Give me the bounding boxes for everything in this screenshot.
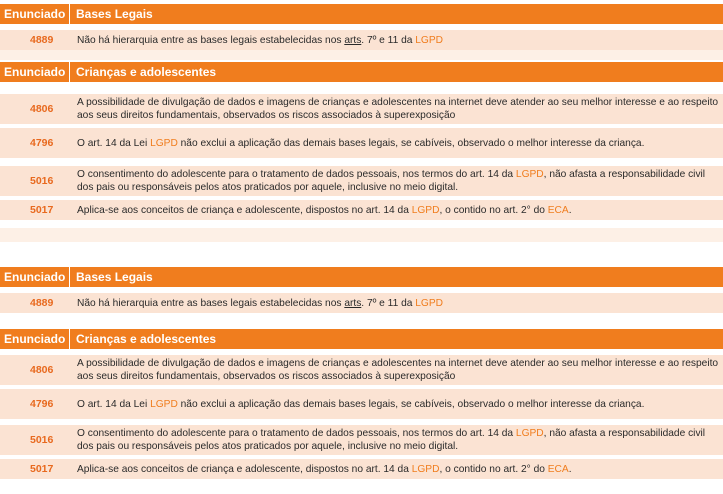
section-title: Crianças e adolescentes: [76, 332, 217, 346]
section-header: [0, 267, 723, 287]
enunciado-code: 4889: [30, 33, 54, 46]
section-bases-legais-top: [0, 4, 723, 50]
enunciado-text: O art. 14 da Lei LGPD não exclui a aplicação das demais bases legais, se cabíveis, observado o melhor interesse da criança.: [77, 137, 645, 149]
table-row: [0, 200, 723, 220]
enunciado-code: 4806: [30, 102, 54, 115]
enunciado-code: 5016: [30, 433, 54, 446]
section-criancas-top: [0, 62, 723, 220]
enunciado-label: Enunciado: [4, 270, 66, 284]
section-title: Bases Legais: [76, 270, 153, 284]
table-row: [0, 94, 723, 124]
table-row: [0, 166, 723, 196]
enunciado-code: 4796: [30, 397, 54, 410]
enunciado-text: A possibilidade de divulgação de dados e imagens de crianças e adolescentes na internet deve atender ao seu melhor interesse e ao respeito aos seus direitos fundamentais, observados os riscos associados à superexposição: [77, 97, 719, 121]
enunciado-text: O art. 14 da Lei LGPD não exclui a aplicação das demais bases legais, se cabíveis, observado o melhor interesse da criança.: [77, 398, 645, 410]
table-row: [0, 355, 723, 385]
section-title: Crianças e adolescentes: [76, 65, 217, 79]
section-bases-legais-bottom: [0, 267, 723, 313]
section-header: [0, 62, 723, 82]
enunciado-label: Enunciado: [4, 332, 66, 346]
enunciado-code: 4806: [30, 363, 54, 376]
enunciado-code: 4796: [30, 136, 54, 149]
enunciado-code: 5016: [30, 174, 54, 187]
section-header: [0, 329, 723, 349]
enunciado-text: Aplica-se aos conceitos de criança e adolescente, dispostos no art. 14 da LGPD, o contido no art. 2° do ECA.: [77, 204, 572, 216]
enunciado-text: A possibilidade de divulgação de dados e imagens de crianças e adolescentes na internet deve atender ao seu melhor interesse e ao respeito aos seus direitos fundamentais, observados os riscos associados à superexposição: [77, 358, 719, 382]
enunciado-code: 5017: [30, 203, 54, 216]
section-title: Bases Legais: [76, 7, 153, 21]
enunciado-text: Aplica-se aos conceitos de criança e adolescente, dispostos no art. 14 da LGPD, o contido no art. 2° do ECA.: [77, 463, 572, 475]
table-row: [0, 459, 723, 479]
section-header: [0, 4, 723, 24]
enunciado-text: Não há hierarquia entre as bases legais estabelecidas nos arts. 7º e 11 da LGPD: [77, 297, 443, 309]
enunciado-code: 4889: [30, 296, 54, 309]
table-row: [0, 293, 723, 313]
table-row: [0, 425, 723, 455]
section-criancas-bottom: [0, 329, 723, 479]
table-row: [0, 389, 723, 419]
table-row: [0, 128, 723, 158]
enunciado-code: 5017: [30, 462, 54, 475]
enunciado-label: Enunciado: [4, 65, 66, 79]
enunciado-text: Não há hierarquia entre as bases legais estabelecidas nos arts. 7º e 11 da LGPD: [77, 34, 443, 46]
table-row: [0, 30, 723, 50]
enunciado-label: Enunciado: [4, 7, 66, 21]
enunciado-text: O consentimento do adolescente para o tratamento de dados pessoais, nos termos do art. 14 da LGPD, não afasta a responsabilidade civil dos pais ou responsáveis pelos atos praticados por aquele, inclusive no meio digital.: [77, 428, 706, 452]
enunciado-text: O consentimento do adolescente para o tratamento de dados pessoais, nos termos do art. 14 da LGPD, não afasta a responsabilidade civil dos pais ou responsáveis pelos atos praticados por aquele, inclusive no meio digital.: [77, 169, 706, 193]
